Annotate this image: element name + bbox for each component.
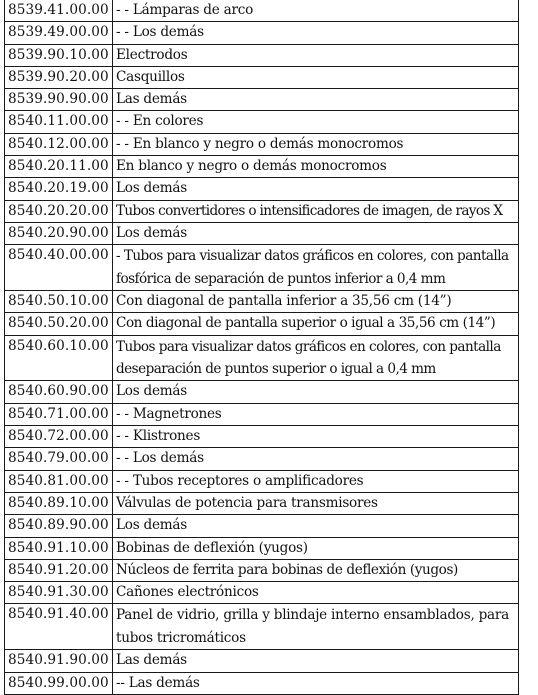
table-row <box>5 222 519 244</box>
tariff-description: - - Magnetrones <box>113 403 519 425</box>
tariff-code: 8540.89.90.00 <box>5 515 113 537</box>
tariff-code: 8539.49.00.00 <box>5 22 113 44</box>
tariff-description: - - Tubos receptores o amplificadores <box>113 470 519 492</box>
tariff-description: Electrodos <box>113 44 519 66</box>
table-row <box>5 537 519 559</box>
tariff-code: 8540.72.00.00 <box>5 426 113 448</box>
tariff-description: Válvulas de potencia para transmisores <box>113 492 519 514</box>
tariff-description: - - En blanco y negro o demás monocromos <box>113 133 519 155</box>
table-row <box>5 604 519 650</box>
tariff-code: 8540.91.30.00 <box>5 582 113 604</box>
tariff-description: Panel de vidrio, grilla y blindaje interno ensamblados, para tubos tricromáticos <box>113 604 519 650</box>
tariff-description: Casquillos <box>113 66 519 88</box>
table-row <box>5 66 519 88</box>
table-row <box>5 133 519 155</box>
tariff-code: 8540.20.90.00 <box>5 222 113 244</box>
tariff-code: 8540.99.00.00 <box>5 672 113 694</box>
table-row <box>5 0 519 22</box>
table-row <box>5 200 519 222</box>
tariff-description: Núcleos de ferrita para bobinas de deflexión (yugos) <box>113 559 519 581</box>
tariff-description: Los demás <box>113 515 519 537</box>
tariff-code: 8540.91.90.00 <box>5 650 113 672</box>
tariff-code: 8540.50.10.00 <box>5 291 113 313</box>
tariff-description: Los demás <box>113 381 519 403</box>
tariff-code: 8540.20.20.00 <box>5 200 113 222</box>
table-row <box>5 426 519 448</box>
table-row <box>5 403 519 425</box>
tariff-table <box>4 0 519 695</box>
tariff-code: 8540.60.90.00 <box>5 381 113 403</box>
tariff-description: - - Los demás <box>113 448 519 470</box>
table-row <box>5 156 519 178</box>
tariff-code: 8540.91.10.00 <box>5 537 113 559</box>
table-row <box>5 22 519 44</box>
tariff-description: Tubos convertidores o intensificadores de imagen, de rayos X <box>113 200 519 222</box>
tariff-description: Con diagonal de pantalla superior o igual a 35,56 cm (14”) <box>113 313 519 335</box>
tariff-code: 8540.91.40.00 <box>5 604 113 650</box>
tariff-table-body <box>5 0 519 694</box>
tariff-description: Bobinas de deflexión (yugos) <box>113 537 519 559</box>
table-row <box>5 291 519 313</box>
tariff-code: 8540.12.00.00 <box>5 133 113 155</box>
tariff-description: -- Las demás <box>113 672 519 694</box>
table-row <box>5 335 519 381</box>
tariff-code: 8540.60.10.00 <box>5 335 113 381</box>
tariff-code: 8540.20.19.00 <box>5 178 113 200</box>
tariff-description: - - Lámparas de arco <box>113 0 519 22</box>
tariff-description: Los demás <box>113 222 519 244</box>
table-row <box>5 582 519 604</box>
tariff-code: 8540.81.00.00 <box>5 470 113 492</box>
tariff-description: Tubos para visualizar datos gráficos en colores, con pantalla deseparación de puntos superior o igual a 0,4 mm <box>113 335 519 381</box>
tariff-code: 8539.41.00.00 <box>5 0 113 22</box>
tariff-description: Las demás <box>113 89 519 111</box>
tariff-code: 8540.40.00.00 <box>5 245 113 291</box>
tariff-code: 8540.79.00.00 <box>5 448 113 470</box>
table-row <box>5 470 519 492</box>
table-row <box>5 492 519 514</box>
tariff-description: - - En colores <box>113 111 519 133</box>
tariff-description: - Tubos para visualizar datos gráficos en colores, con pantalla fosfórica de separación de puntos inferior a 0,4 mm <box>113 245 519 291</box>
tariff-description: Cañones electrónicos <box>113 582 519 604</box>
tariff-description: En blanco y negro o demás monocromos <box>113 156 519 178</box>
tariff-description: - - Los demás <box>113 22 519 44</box>
tariff-code: 8539.90.20.00 <box>5 66 113 88</box>
table-row <box>5 245 519 291</box>
table-row <box>5 515 519 537</box>
table-row <box>5 313 519 335</box>
table-row <box>5 111 519 133</box>
table-row <box>5 89 519 111</box>
tariff-code: 8540.89.10.00 <box>5 492 113 514</box>
tariff-code: 8540.71.00.00 <box>5 403 113 425</box>
table-row <box>5 650 519 672</box>
tariff-code: 8539.90.90.00 <box>5 89 113 111</box>
tariff-description: - - Klistrones <box>113 426 519 448</box>
table-row <box>5 448 519 470</box>
tariff-code: 8539.90.10.00 <box>5 44 113 66</box>
table-row <box>5 44 519 66</box>
table-row <box>5 381 519 403</box>
tariff-code: 8540.50.20.00 <box>5 313 113 335</box>
table-row <box>5 672 519 694</box>
tariff-description: Los demás <box>113 178 519 200</box>
tariff-code: 8540.11.00.00 <box>5 111 113 133</box>
tariff-description: Las demás <box>113 650 519 672</box>
tariff-code: 8540.91.20.00 <box>5 559 113 581</box>
tariff-description: Con diagonal de pantalla inferior a 35,56 cm (14”) <box>113 291 519 313</box>
tariff-code: 8540.20.11.00 <box>5 156 113 178</box>
table-row <box>5 559 519 581</box>
table-row <box>5 178 519 200</box>
